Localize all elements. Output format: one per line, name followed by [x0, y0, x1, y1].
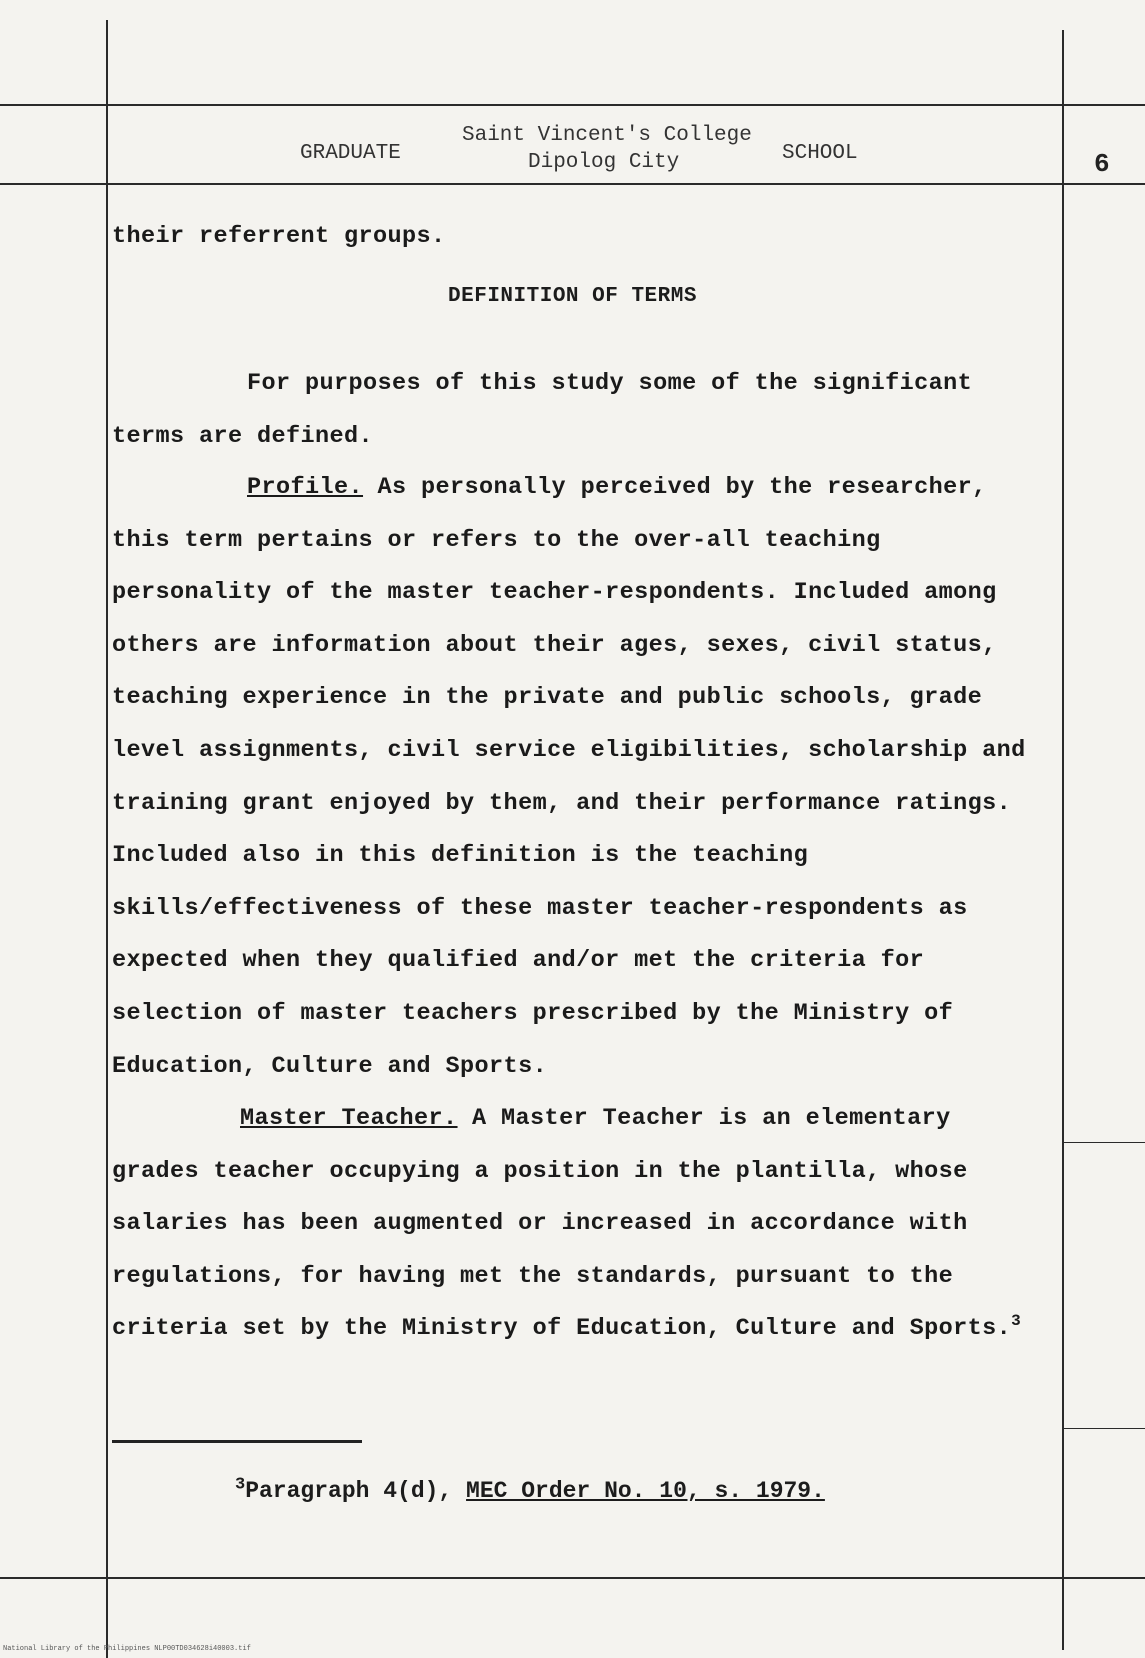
intro-text: For purposes of this study some of the significant terms are defined. [112, 370, 973, 450]
page-number: 6 [1094, 149, 1110, 179]
footnote-text: Paragraph 4(d), [245, 1478, 467, 1504]
header-city: Dipolog City [528, 151, 680, 174]
master-teacher-definition: A Master Teacher is an elementary grades teacher occupying a position in the plantilla, whose salaries has been augmented or increased in accordance with regulations, for having met the standards, pursuant to the criteria set by the Ministry of Education, Culture and Sports. [112, 1105, 1012, 1343]
header-bottom-rule [0, 183, 1145, 185]
right-margin-tick-2 [1062, 1428, 1145, 1429]
master-teacher-term: Master Teacher. [240, 1105, 458, 1132]
opening-fragment: their referrent groups. [112, 223, 446, 250]
scan-margin-note: National Library of the Philippines NLP00TD034628i40003.tif [3, 1645, 251, 1653]
header-graduate: GRADUATE [300, 142, 401, 165]
footnote-separator [112, 1440, 362, 1443]
profile-definition: As personally perceived by the researcher, this term pertains or refers to the over-all teaching personality of the master teacher-respondents. Included among others are information about their ages, sexes, civil status, teaching experience in the private and public schools, grade level assignments, civil service eligibilities, scholarship and training grant enjoyed by them, and their performance ratings. Included also in this definition is the teaching skills/effectiveness of these master teacher-respondents as expected when they qualified and/or met the criteria for selection of master teachers prescribed by the Ministry of Education, Culture and Sports. [112, 474, 1026, 1080]
profile-term: Profile. [247, 474, 364, 501]
right-margin-rule [1062, 30, 1064, 1650]
footnote [235, 1475, 825, 1504]
header-college-name: Saint Vincent's College [462, 124, 752, 147]
header-school: SCHOOL [782, 142, 858, 165]
footnote-reference: MEC Order No. 10, s. 1979. [466, 1478, 825, 1504]
left-margin-rule [106, 20, 108, 1658]
intro-paragraph [112, 358, 1042, 463]
footnote-marker: 3 [1011, 1312, 1022, 1331]
section-title: DEFINITION OF TERMS [448, 285, 697, 308]
header-top-rule [0, 104, 1145, 106]
profile-paragraph [112, 462, 1042, 1093]
footnote-number: 3 [235, 1475, 246, 1495]
bottom-rule [0, 1577, 1145, 1579]
master-teacher-paragraph [112, 1093, 1042, 1356]
right-margin-tick-1 [1062, 1142, 1145, 1143]
